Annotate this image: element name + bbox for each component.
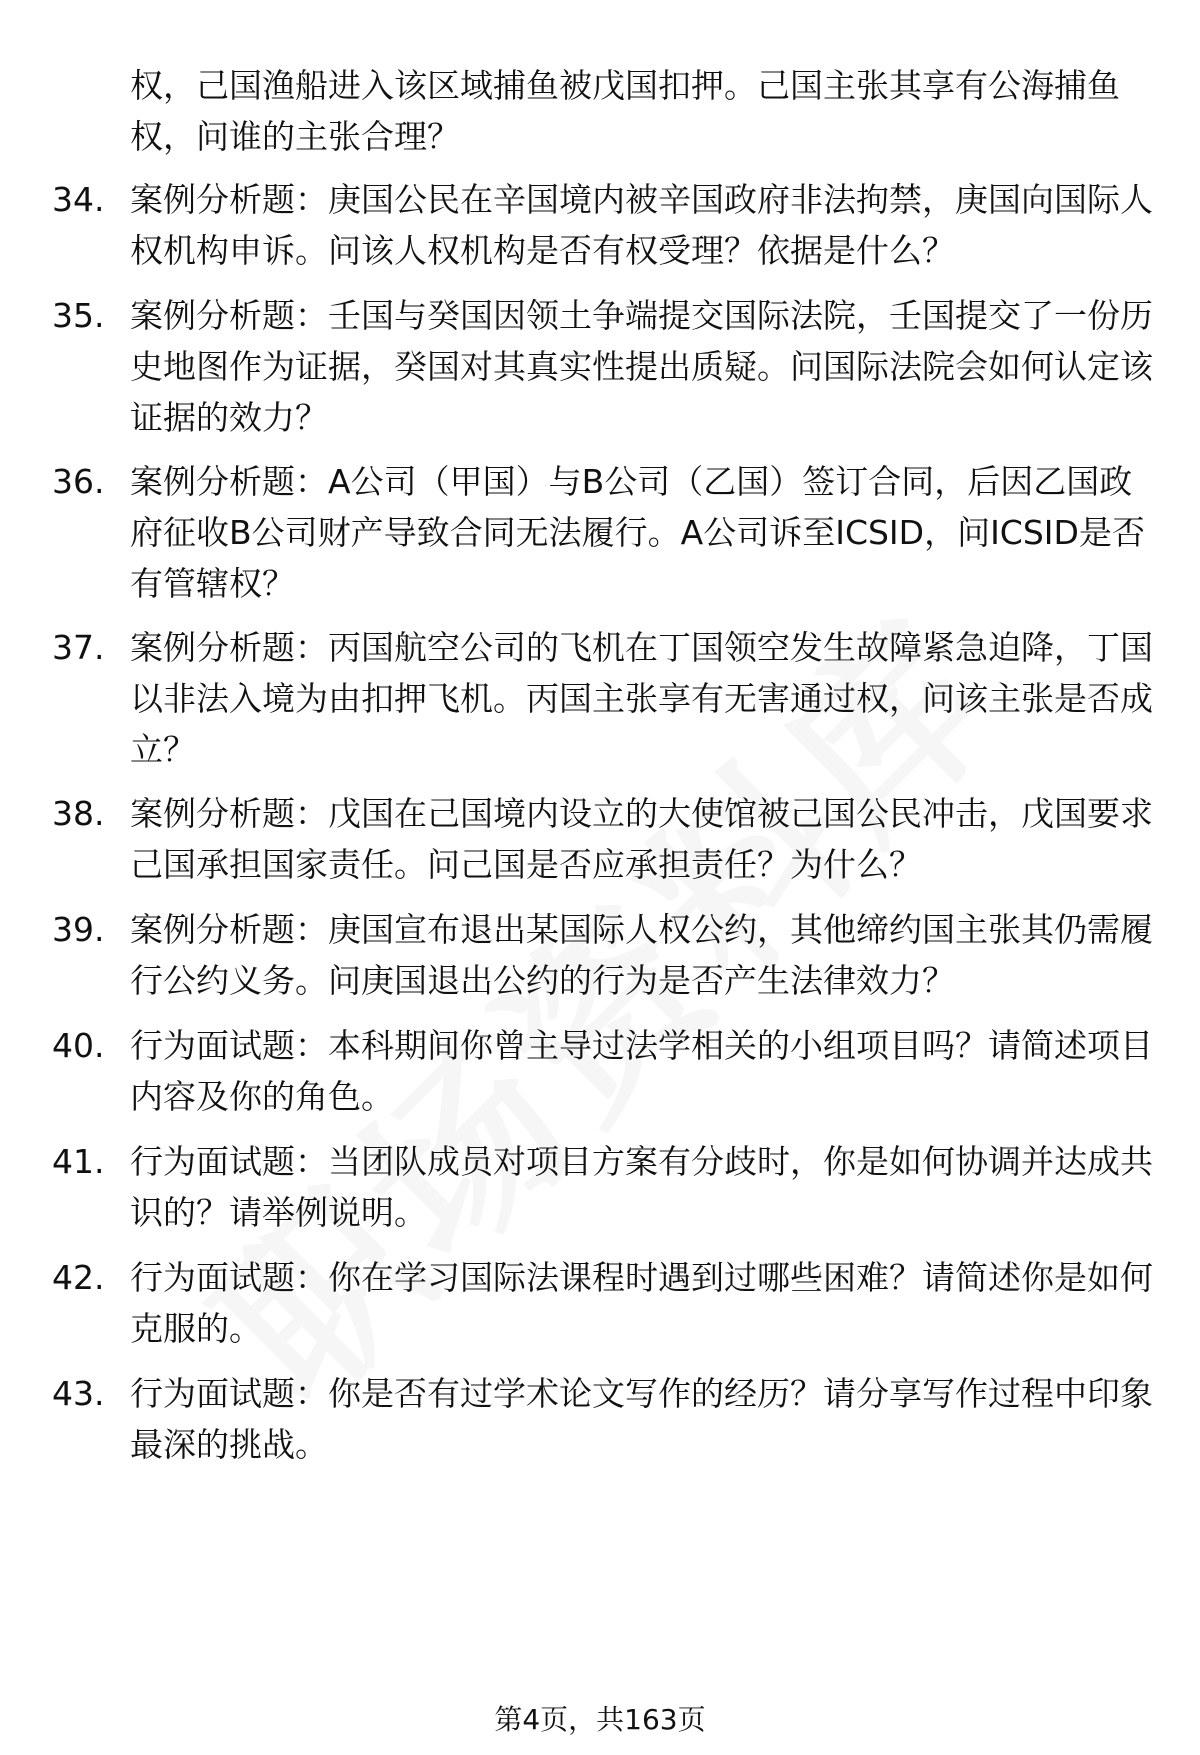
question-number: 42. — [52, 1258, 105, 1297]
question-number: 34. — [52, 180, 105, 219]
question-text: 案例分析题：A公司（甲国）与B公司（乙国）签订合同，后因乙国政府征收B公司财产导致合同无法履行。A公司诉至ICSID，问ICSID是否有管辖权？ — [130, 462, 1145, 603]
question-number: 43. — [52, 1374, 105, 1413]
question-text: 行为面试题：本科期间你曾主导过法学相关的小组项目吗？请简述项目内容及你的角色。 — [130, 1026, 1153, 1116]
question-number: 38. — [52, 794, 105, 833]
question-number: 35. — [52, 296, 105, 335]
question-text: 案例分析题：庚国宣布退出某国际人权公约，其他缔约国主张其仍需履行公约义务。问庚国退出公约的行为是否产生法律效力？ — [130, 910, 1153, 1000]
page-footer: 第4页，共163页 — [494, 1703, 706, 1736]
question-text: 案例分析题：庚国公民在辛国境内被辛国政府非法拘禁，庚国向国际人权机构申诉。问该人权机构是否有权受理？依据是什么？ — [130, 180, 1153, 270]
question-number: 39. — [52, 910, 105, 949]
question-text: 案例分析题：壬国与癸国因领土争端提交国际法院，壬国提交了一份历史地图作为证据，癸国对其真实性提出质疑。问国际法院会如何认定该证据的效力？ — [130, 296, 1153, 437]
question-number: 41. — [52, 1142, 105, 1181]
question-text: 案例分析题：丙国航空公司的飞机在丁国领空发生故障紧急迫降，丁国以非法入境为由扣押飞机。丙国主张享有无害通过权，问该主张是否成立？ — [130, 628, 1153, 769]
question-text: 行为面试题：你是否有过学术论文写作的经历？请分享写作过程中印象最深的挑战。 — [130, 1374, 1153, 1464]
question-number: 37. — [52, 628, 105, 667]
question-number: 40. — [52, 1026, 105, 1065]
question-number: 36. — [52, 462, 105, 501]
question-text: 行为面试题：当团队成员对项目方案有分歧时，你是如何协调并达成共识的？请举例说明。 — [130, 1142, 1153, 1232]
continuation-text: 权，己国渔船进入该区域捕鱼被戊国扣押。己国主张其享有公海捕鱼权，问谁的主张合理？ — [130, 66, 1120, 156]
question-text: 案例分析题：戊国在己国境内设立的大使馆被己国公民冲击，戊国要求己国承担国家责任。问己国是否应承担责任？为什么？ — [130, 794, 1153, 884]
question-text: 行为面试题：你在学习国际法课程时遇到过哪些困难？请简述你是如何克服的。 — [130, 1258, 1153, 1348]
